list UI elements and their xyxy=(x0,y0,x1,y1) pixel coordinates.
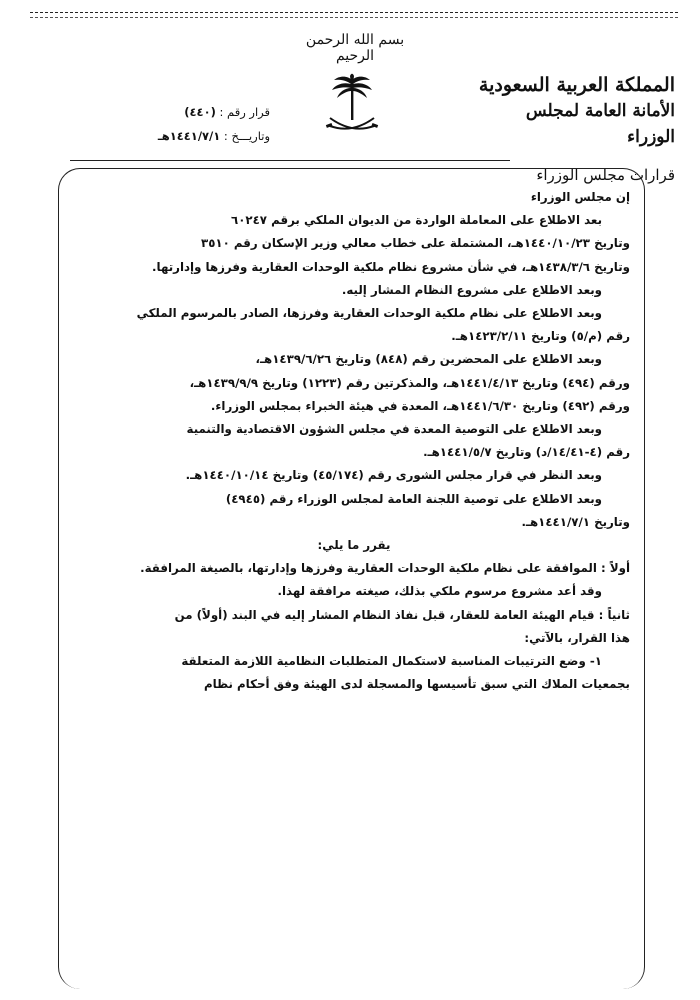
secretariat-name: الأمانة العامة لمجلس الوزراء xyxy=(525,101,675,147)
body-line: وبعد الاطلاع على توصية اللجنة العامة لمجلس الوزراء رقم (٤٩٤٥) xyxy=(225,491,602,506)
decision-date-value: ١٤٤١/٧/١هـ xyxy=(157,129,221,143)
body-line: وتاريخ ١٤٤١/٧/١هـ. xyxy=(521,514,630,529)
clause-second: ثانياً : قيام الهيئة العامة للعقار، قبل نفاذ النظام المشار إليه في البند (أولاً) من xyxy=(174,607,630,622)
decision-number-row xyxy=(150,100,270,124)
kingdom-name: المملكة العربية السعودية xyxy=(478,74,675,96)
sub-item: ١- وضع الترتيبات المناسبة لاستكمال المتطلبات النظامية اللازمة المتعلقة xyxy=(181,654,602,669)
decisions-label: قرارات مجلس الوزراء xyxy=(536,166,675,184)
top-border-line-1 xyxy=(30,12,678,13)
decision-number-label: قرار رقم : xyxy=(219,105,270,119)
body-line: وقد أعد مشروع مرسوم ملكي بذلك، صيغته مرافقة لهذا. xyxy=(277,584,602,599)
body-line: ورقم (٤٩٤) وتاريخ ١٤٤١/٤/١٣هـ، والمذكرتين رقم (١٢٢٣) وتاريخ ١٤٣٩/٩/٩هـ، xyxy=(189,375,630,390)
decision-date-row xyxy=(150,124,270,148)
body-line: وبعد الاطلاع على نظام ملكية الوحدات العقارية وفرزها، الصادر بالمرسوم الملكي xyxy=(136,306,602,321)
body-line: وبعد الاطلاع على المحضرين رقم (٨٤٨) وتاريخ ١٤٣٩/٦/٢٦هـ، xyxy=(255,352,602,367)
decision-meta xyxy=(150,100,270,148)
body-line: بعد الاطلاع على المعاملة الواردة من الديوان الملكي برقم ٦٠٢٤٧ xyxy=(231,213,602,228)
body-line: رقم (٤-١٤/٤١/د) وتاريخ ١٤٤١/٥/٧هـ. xyxy=(423,445,630,460)
basmala: بسم الله الرحمن الرحيم xyxy=(305,32,405,64)
palm-swords-emblem-icon xyxy=(322,72,382,142)
body-line: ورقم (٤٩٢) وتاريخ ١٤٤١/٦/٣٠هـ، المعدة في هيئة الخبراء بمجلس الوزراء. xyxy=(210,398,630,413)
body-line: هذا القرار، بالآتي: xyxy=(524,630,630,645)
body-line: بجمعيات الملاك التي سبق تأسيسها والمسجلة لدى الهيئة وفق أحكام نظام xyxy=(203,677,630,692)
decides-heading: يقرر ما يلي: xyxy=(317,538,391,553)
top-border-lines xyxy=(30,12,678,22)
header-divider xyxy=(70,160,510,161)
body-line: وتاريخ ١٤٣٨/٣/٦هـ، في شأن مشروع نظام ملكية الوحدات العقارية وفرزها وإدارتها. xyxy=(152,259,630,274)
clause-first: أولاً : الموافقة على نظام ملكية الوحدات العقارية وفرزها وإدارتها، بالصيغة المرافقة. xyxy=(140,561,630,576)
body-line: وتاريخ ١٤٤٠/١٠/٢٣هـ، المشتملة على خطاب معالي وزير الإسكان رقم ٣٥١٠ xyxy=(201,236,630,251)
decision-date-label: وتاريـــخ : xyxy=(223,129,270,143)
body-line: وبعد الاطلاع على التوصية المعدة في مجلس الشؤون الاقتصادية والتنمية xyxy=(186,422,602,437)
opening-line: إن مجلس الوزراء xyxy=(530,190,630,204)
body-line: وبعد النظر في قرار مجلس الشورى رقم (٤٥/١٧٤) وتاريخ ١٤٤٠/١٠/١٤هـ. xyxy=(185,468,602,483)
body-line: رقم (م/٥) وتاريخ ١٤٢٣/٢/١١هـ. xyxy=(451,329,630,344)
body-line: وبعد الاطلاع على مشروع النظام المشار إليه. xyxy=(341,282,602,297)
decision-number-value: (٤٤٠) xyxy=(184,105,216,119)
top-border-line-2 xyxy=(30,17,678,18)
decision-body xyxy=(78,186,630,696)
